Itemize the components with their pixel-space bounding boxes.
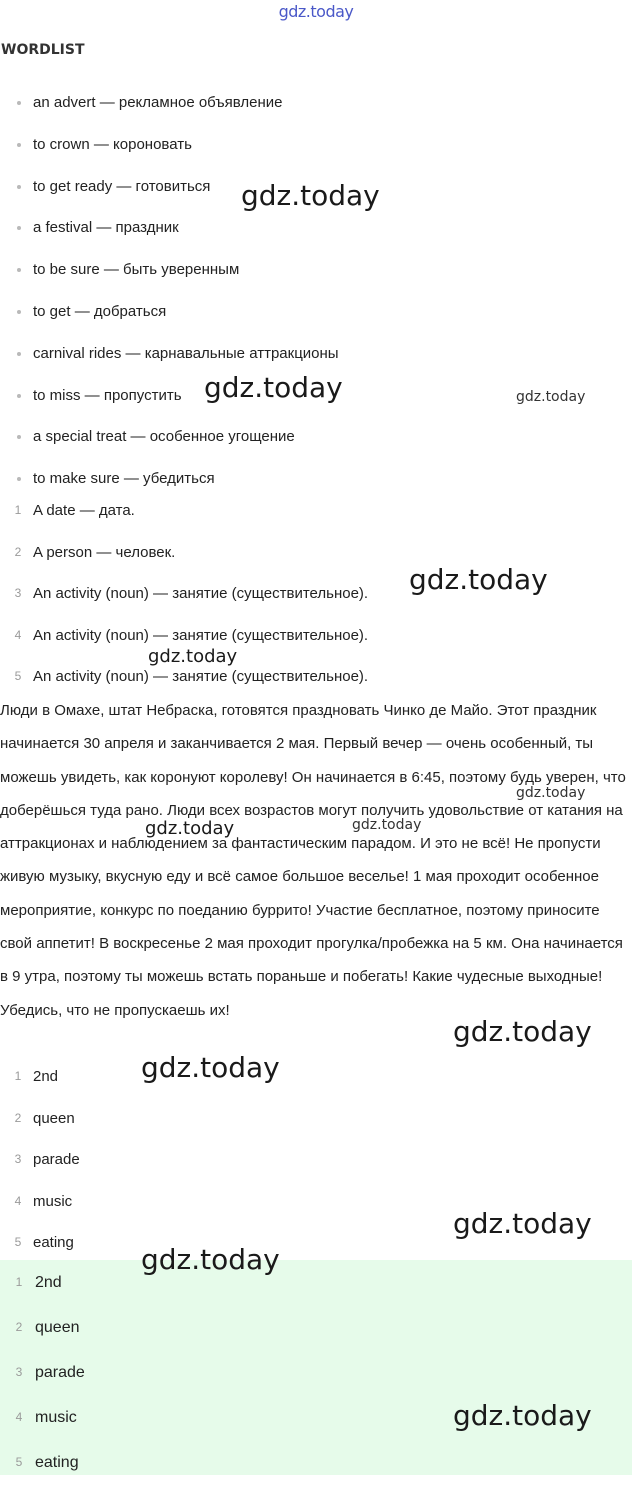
answer-text: music (35, 1409, 77, 1426)
list-item (0, 656, 632, 698)
answer-text: 2nd (35, 1274, 62, 1291)
word-entry: carnival rides — карнавальные аттракционы (33, 344, 339, 362)
watermark: gdz.today (516, 389, 586, 405)
answer-text: queen (35, 1319, 80, 1336)
watermark: gdz.today (141, 1051, 280, 1084)
bullet-icon (17, 310, 21, 314)
translation-paragraph: Люди в Омахе, штат Небраска, готовятся праздновать Чинко де Майо. Этот праздник начинается 30 апреля и заканчивается 2 мая. Первый вечер — очень особенный, ты можешь увидеть, как коронуют королеву! Он начинается в 6:45, поэтому будь уверен, что доберёшься туда рано. Люди всех возрастов могут получить удовольствие от катания на аттракционах и наблюдением за фантастическим парадом. И это не всё! Не пропусти живую музыку, вкусную еду и всё самое большое веселье! 1 мая проходит особенное мероприятие, конкурс по поеданию буррито! Участие бесплатное, поэтому приносите свой аппетит! В воскресенье 2 мая проходит прогулка/пробежка на 5 км. Она начинается в 9 утра, поэтому ты можешь встать пораньше и побегать! Какие чудесные выходные! Убедись, что не пропускаешь их! (0, 702, 626, 1019)
item-number: 4 (14, 1193, 22, 1208)
item-number: 3 (14, 586, 22, 601)
list-item (0, 416, 632, 458)
watermark: gdz.today (352, 817, 422, 833)
bullet-icon (17, 185, 21, 189)
word-entry: to make sure — убедиться (33, 470, 215, 488)
site-logo[interactable]: gdz.today (278, 2, 354, 21)
list-item (0, 1260, 632, 1305)
bullet-icon (17, 352, 21, 356)
watermark: gdz.today (516, 785, 586, 801)
list-item (0, 207, 632, 249)
list-item (0, 124, 632, 166)
list-item (0, 291, 632, 333)
definition-text: A date — дата. (33, 502, 135, 519)
watermark: gdz.today (453, 1207, 592, 1240)
bullet-icon (17, 435, 21, 439)
list-item (0, 615, 632, 657)
answer-text: eating (35, 1454, 79, 1471)
answer-highlight-box (0, 1260, 632, 1475)
item-number: 1 (14, 503, 22, 517)
bullet-icon (17, 101, 21, 105)
answer-text: queen (33, 1109, 75, 1127)
item-number: 1 (14, 1069, 22, 1083)
item-number: 4 (15, 1410, 23, 1424)
word-entry: to be sure — быть уверенным (33, 261, 240, 279)
item-number: 5 (14, 1235, 22, 1250)
list-item (0, 1139, 632, 1181)
item-number: 3 (15, 1365, 23, 1379)
word-entry: to get — добраться (33, 302, 167, 320)
watermark: gdz.today (453, 1015, 592, 1048)
list-item (0, 1305, 632, 1350)
list-item (0, 82, 632, 124)
list-item (0, 1056, 632, 1098)
list-item (0, 1440, 632, 1485)
definition-text: An activity (noun) — занятие (существительное). (33, 668, 369, 686)
item-number: 5 (15, 1455, 23, 1469)
answer-text: parade (33, 1151, 80, 1169)
list-item (0, 490, 632, 532)
item-number: 1 (15, 1275, 23, 1289)
bullet-icon (17, 477, 21, 481)
item-number: 2 (14, 1110, 22, 1125)
wordlist-heading: WORDLIST (1, 42, 85, 58)
item-number: 2 (14, 544, 22, 559)
item-number: 5 (14, 669, 22, 684)
answer-text: 2nd (33, 1068, 59, 1085)
wordlist (0, 82, 632, 500)
definition-text: A person — человек. (33, 543, 176, 561)
definition-text: An activity (noun) — занятие (существительное). (33, 626, 369, 644)
item-number: 4 (14, 627, 22, 642)
bullet-icon (17, 226, 21, 230)
bullet-icon (17, 394, 21, 398)
watermark: gdz.today (141, 1243, 280, 1276)
watermark: gdz.today (204, 371, 343, 404)
answer-text: music (33, 1192, 73, 1210)
list-item (0, 249, 632, 291)
item-number: 2 (15, 1320, 23, 1334)
list-item (0, 1098, 632, 1140)
bullet-icon (17, 268, 21, 272)
list-item (0, 1350, 632, 1395)
word-entry: an advert — рекламное объявление (33, 94, 283, 111)
word-entry: a festival — праздник (33, 219, 179, 237)
word-entry: to miss — пропустить (33, 386, 182, 404)
answer-text: eating (33, 1234, 74, 1252)
bullet-icon (17, 143, 21, 147)
watermark: gdz.today (409, 563, 548, 596)
definition-text: An activity (noun) — занятие (существительное). (33, 585, 369, 603)
answer-text: parade (35, 1364, 85, 1381)
watermark: gdz.today (148, 646, 238, 667)
watermark: gdz.today (145, 818, 235, 839)
list-item (0, 333, 632, 375)
item-number: 3 (14, 1152, 22, 1167)
word-entry: a special treat — особенное угощение (33, 428, 295, 446)
watermark: gdz.today (453, 1399, 592, 1432)
word-entry: to crown — короновать (33, 135, 192, 153)
watermark: gdz.today (241, 179, 380, 212)
word-entry: to get ready — готовиться (33, 177, 211, 195)
